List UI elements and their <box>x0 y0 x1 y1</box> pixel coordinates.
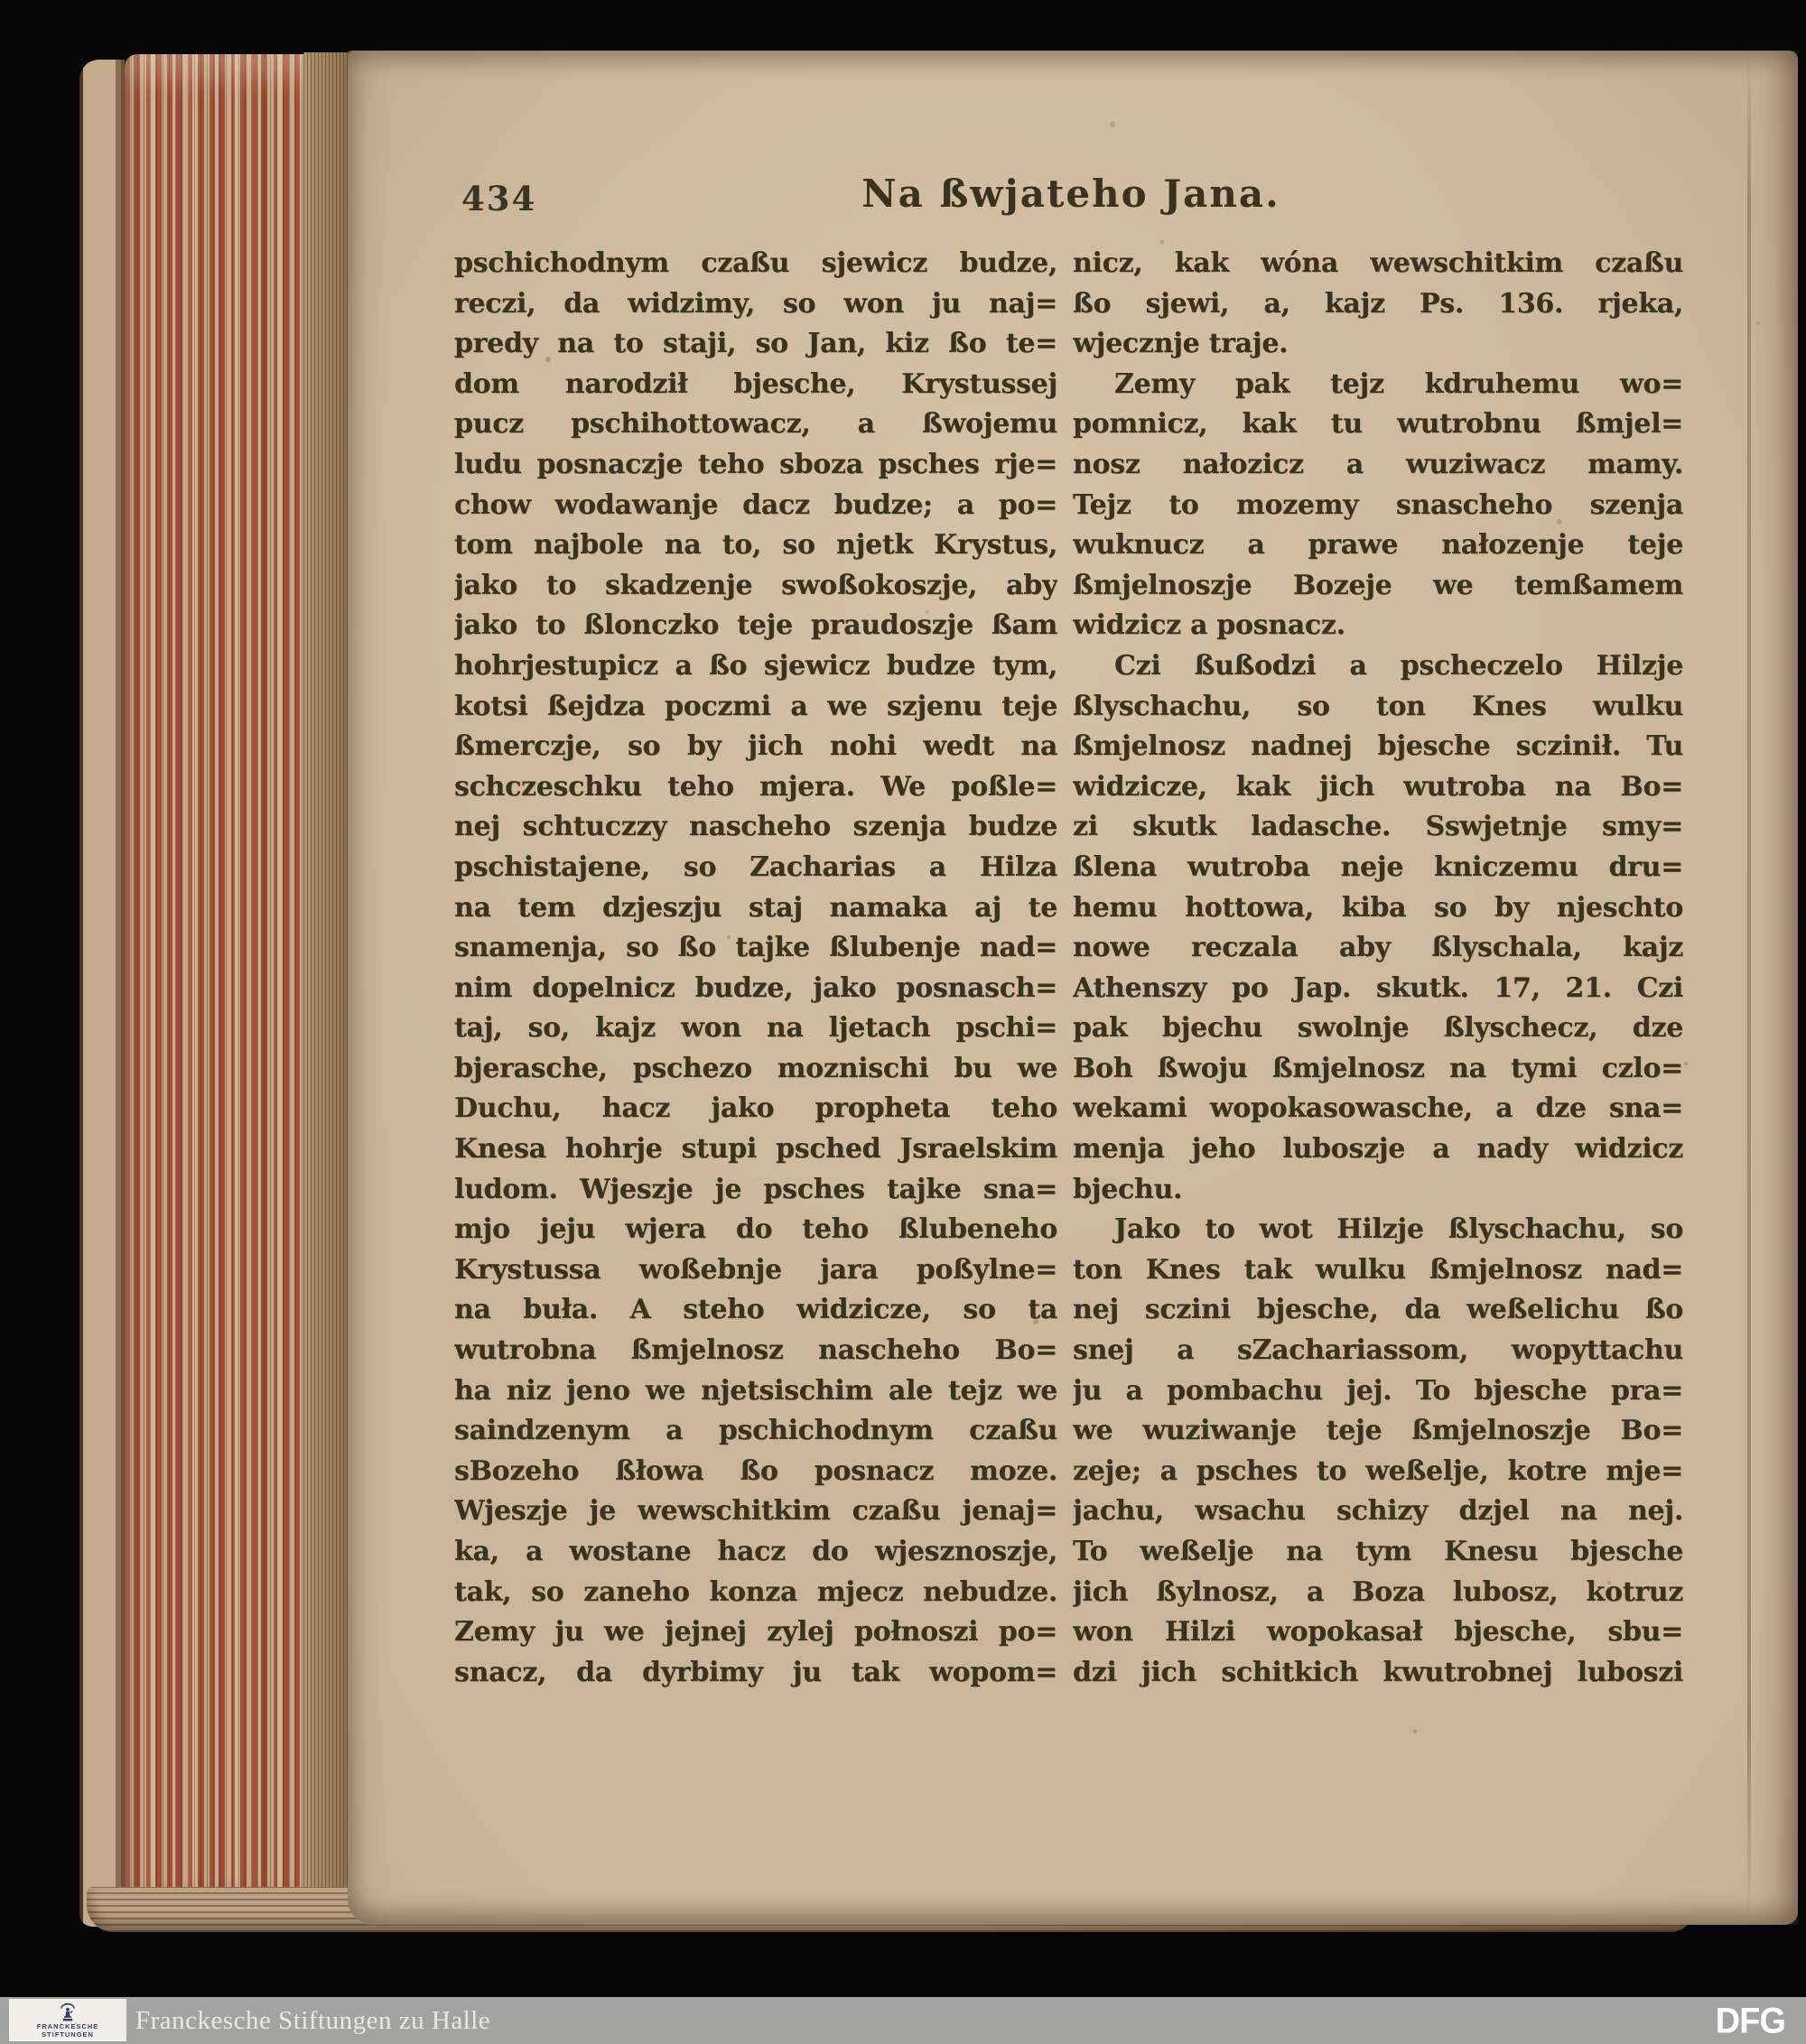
text-line: nim dopelnicz budze, jako posnasch= <box>454 971 1057 1004</box>
text-line: snacz, da dyrbimy ju tak wopom= <box>454 1656 1057 1688</box>
text-line: ka, a wostane hacz do wjesznoszje, <box>454 1536 1057 1567</box>
text-line: Duchu, hacz jako propheta teho <box>454 1092 1057 1125</box>
text-line: ßmjelnoszje Bozeje we temßamem <box>1073 569 1683 601</box>
text-line: we wuziwanje teje ßmjelnoszje Bo= <box>1073 1415 1683 1447</box>
text-line: snamenja, so ßo tajke ßlubenje nad= <box>454 932 1057 964</box>
franckesche-stiftungen-logo <box>9 1999 126 2041</box>
text-line: dzi jich schitkich kwutrobnej luboszi <box>1073 1656 1683 1688</box>
text-column-right <box>1073 244 1683 1693</box>
page-number: 434 <box>461 179 537 218</box>
text-line: nej sczini bjesche, da weßelichu ßo <box>1073 1294 1683 1326</box>
text-line: chow wodawanje dacz budze; a po= <box>454 488 1057 521</box>
text-line: wjecznje traje. <box>1073 328 1289 360</box>
text-line: mjo jeju wjera do teho ßlubeneho <box>454 1213 1057 1246</box>
text-line: wekami wopokasowasche, a dze sna= <box>1073 1092 1683 1125</box>
text-line: pucz pschihottowacz, a ßwojemu <box>454 408 1057 441</box>
gutter-shading <box>1751 51 1798 1925</box>
text-line: ßlyschachu, so ton Knes wulku <box>1073 690 1683 722</box>
logo-caption-line1: FRANCKESCHE <box>36 2021 99 2030</box>
text-line: tom najbole na to, so njetk Krystus, <box>454 529 1057 562</box>
running-title: Na ßwjateho Jana. <box>861 172 1280 216</box>
text-line: ludu posnaczje teho sboza psches rje= <box>454 448 1057 480</box>
text-line: ton Knes tak wulku ßmjelnosz nad= <box>1073 1253 1683 1286</box>
text-line: Athenszy po Jap. skutk. 17, 21. Czi <box>1073 971 1683 1004</box>
text-line: won Hilzi wopokasał bjesche, sbu= <box>1073 1616 1683 1649</box>
text-line: To weßelje na tym Knesu bjesche <box>1073 1536 1683 1567</box>
text-line: Zemy pak tejz kdruhemu wo= <box>1114 367 1683 400</box>
text-line: ßmerczje, so by jich nohi wedt na <box>454 730 1057 763</box>
text-line: jich ßylnosz, a Boza lubosz, kotruz <box>1073 1575 1683 1608</box>
text-line: nicz, kak wóna wewschitkim czaßu <box>1073 247 1683 279</box>
text-line: ha niz jeno we njetsischim ale tejz we <box>454 1374 1057 1407</box>
text-line: jachu, wsachu schizy dzjel na nej. <box>1073 1495 1683 1528</box>
text-line: kotsi ßejdza poczmi a we szjenu teje <box>454 690 1057 722</box>
text-line: Zemy ju we jejnej zylej połnoszi po= <box>454 1616 1057 1649</box>
text-line: zi skutk ladasche. Sswjetnje smy= <box>1073 811 1683 843</box>
text-line: menja jeho luboszje a nady widzicz <box>1073 1133 1683 1166</box>
text-line: snej a sZachariassom, wopyttachu <box>1073 1334 1683 1367</box>
text-line: schczeschku teho mjera. We poßle= <box>454 770 1057 803</box>
text-line: jako to skadzenje swoßokoszje, aby <box>454 569 1057 601</box>
text-line: pak bjechu swolnje ßlyschecz, dze <box>1073 1012 1683 1045</box>
text-line: zeje; a psches to weßelje, kotre mje= <box>1073 1454 1683 1487</box>
text-line: pschistajene, so Zacharias a Hilza <box>454 850 1057 883</box>
text-line: pschichodnym czaßu sjewicz budze, <box>454 247 1057 279</box>
book-page <box>348 51 1798 1925</box>
text-line: ßmjelnosz nadnej bjesche sczinił. Tu <box>1073 730 1683 763</box>
text-line: Jako to wot Hilzje ßlyschachu, so <box>1114 1213 1683 1246</box>
viewer-footer-bar <box>0 1997 1806 2044</box>
text-line: hohrjestupicz a ßo sjewicz budze tym, <box>454 649 1057 682</box>
text-line: predy na to staji, so Jan, kiz ßo te= <box>454 328 1057 360</box>
logo-caption-line2: STIFTUNGEN <box>42 2030 94 2039</box>
text-line: ju a pombachu jej. To bjesche pra= <box>1073 1374 1683 1407</box>
text-line: nowe reczala aby ßlyschala, kajz <box>1073 932 1683 964</box>
text-line: ludom. Wjeszje je psches tajke sna= <box>454 1173 1057 1205</box>
text-line: reczi, da widzimy, so won ju naj= <box>454 287 1057 320</box>
text-line: ßlena wutroba neje kniczemu dru= <box>1073 850 1683 883</box>
book-cover-edge <box>79 60 125 1927</box>
text-line: pomnicz, kak tu wutrobnu ßmjel= <box>1073 408 1683 441</box>
text-line: bjerasche, pschezo moznischi bu we <box>454 1052 1057 1084</box>
text-line: Knesa hohrje stupi psched Jsraelskim <box>454 1133 1057 1166</box>
text-line: nej schtuczzy nascheho szenja budze <box>454 811 1057 843</box>
text-line: widzicz a posnacz. <box>1073 609 1345 642</box>
paper-speckles <box>348 51 351 54</box>
text-line: saindzenym a pschichodnym czaßu <box>454 1415 1057 1447</box>
text-line: Boh ßwoju ßmjelnosz na tymi czlo= <box>1073 1052 1683 1084</box>
text-line: bjechu. <box>1073 1173 1183 1205</box>
text-line: ßo sjewi, a, kajz Ps. 136. rjeka, <box>1073 287 1683 320</box>
text-line: widzicze, kak jich wutroba na Bo= <box>1073 770 1683 803</box>
text-line: na tem dzjeszju staj namaka aj te <box>454 891 1057 924</box>
text-line: Czi ßußodzi a pscheczelo Hilzje <box>1114 649 1683 682</box>
text-line: na buła. A steho widzicze, so ta <box>454 1294 1057 1326</box>
text-column-left <box>454 244 1057 1693</box>
text-line: wuknucz a prawe nałozenje teje <box>1073 529 1683 562</box>
institution-name: Franckesche Stiftungen zu Halle <box>135 2006 491 2035</box>
text-line: sBozeho ßłowa ßo posnacz moze. <box>454 1454 1057 1487</box>
text-line: nosz nałozicz a wuziwacz mamy. <box>1073 448 1683 480</box>
text-line: wutrobna ßmjelnosz nascheho Bo= <box>454 1334 1057 1367</box>
text-line: jako to ßlonczko teje praudoszje ßam <box>454 609 1057 642</box>
dfg-logo: DFG <box>1715 2002 1785 2041</box>
text-line: tak, so zaneho konza mjecz nebudze. <box>454 1575 1057 1608</box>
text-line: dom narodził bjesche, Krystussej <box>454 367 1057 400</box>
text-line: hemu hottowa, kiba so by njeschto <box>1073 891 1683 924</box>
text-line: Tejz to mozemy snascheho szenja <box>1073 488 1683 521</box>
text-line: Wjeszje je wewschitkim czaßu jenaj= <box>454 1495 1057 1528</box>
text-line: taj, so, kajz won na ljetach pschi= <box>454 1012 1057 1045</box>
francke-statue-icon <box>58 2002 78 2022</box>
text-line: Krystussa woßebnje jara poßylne= <box>454 1253 1057 1286</box>
page-crease <box>1747 51 1751 1925</box>
